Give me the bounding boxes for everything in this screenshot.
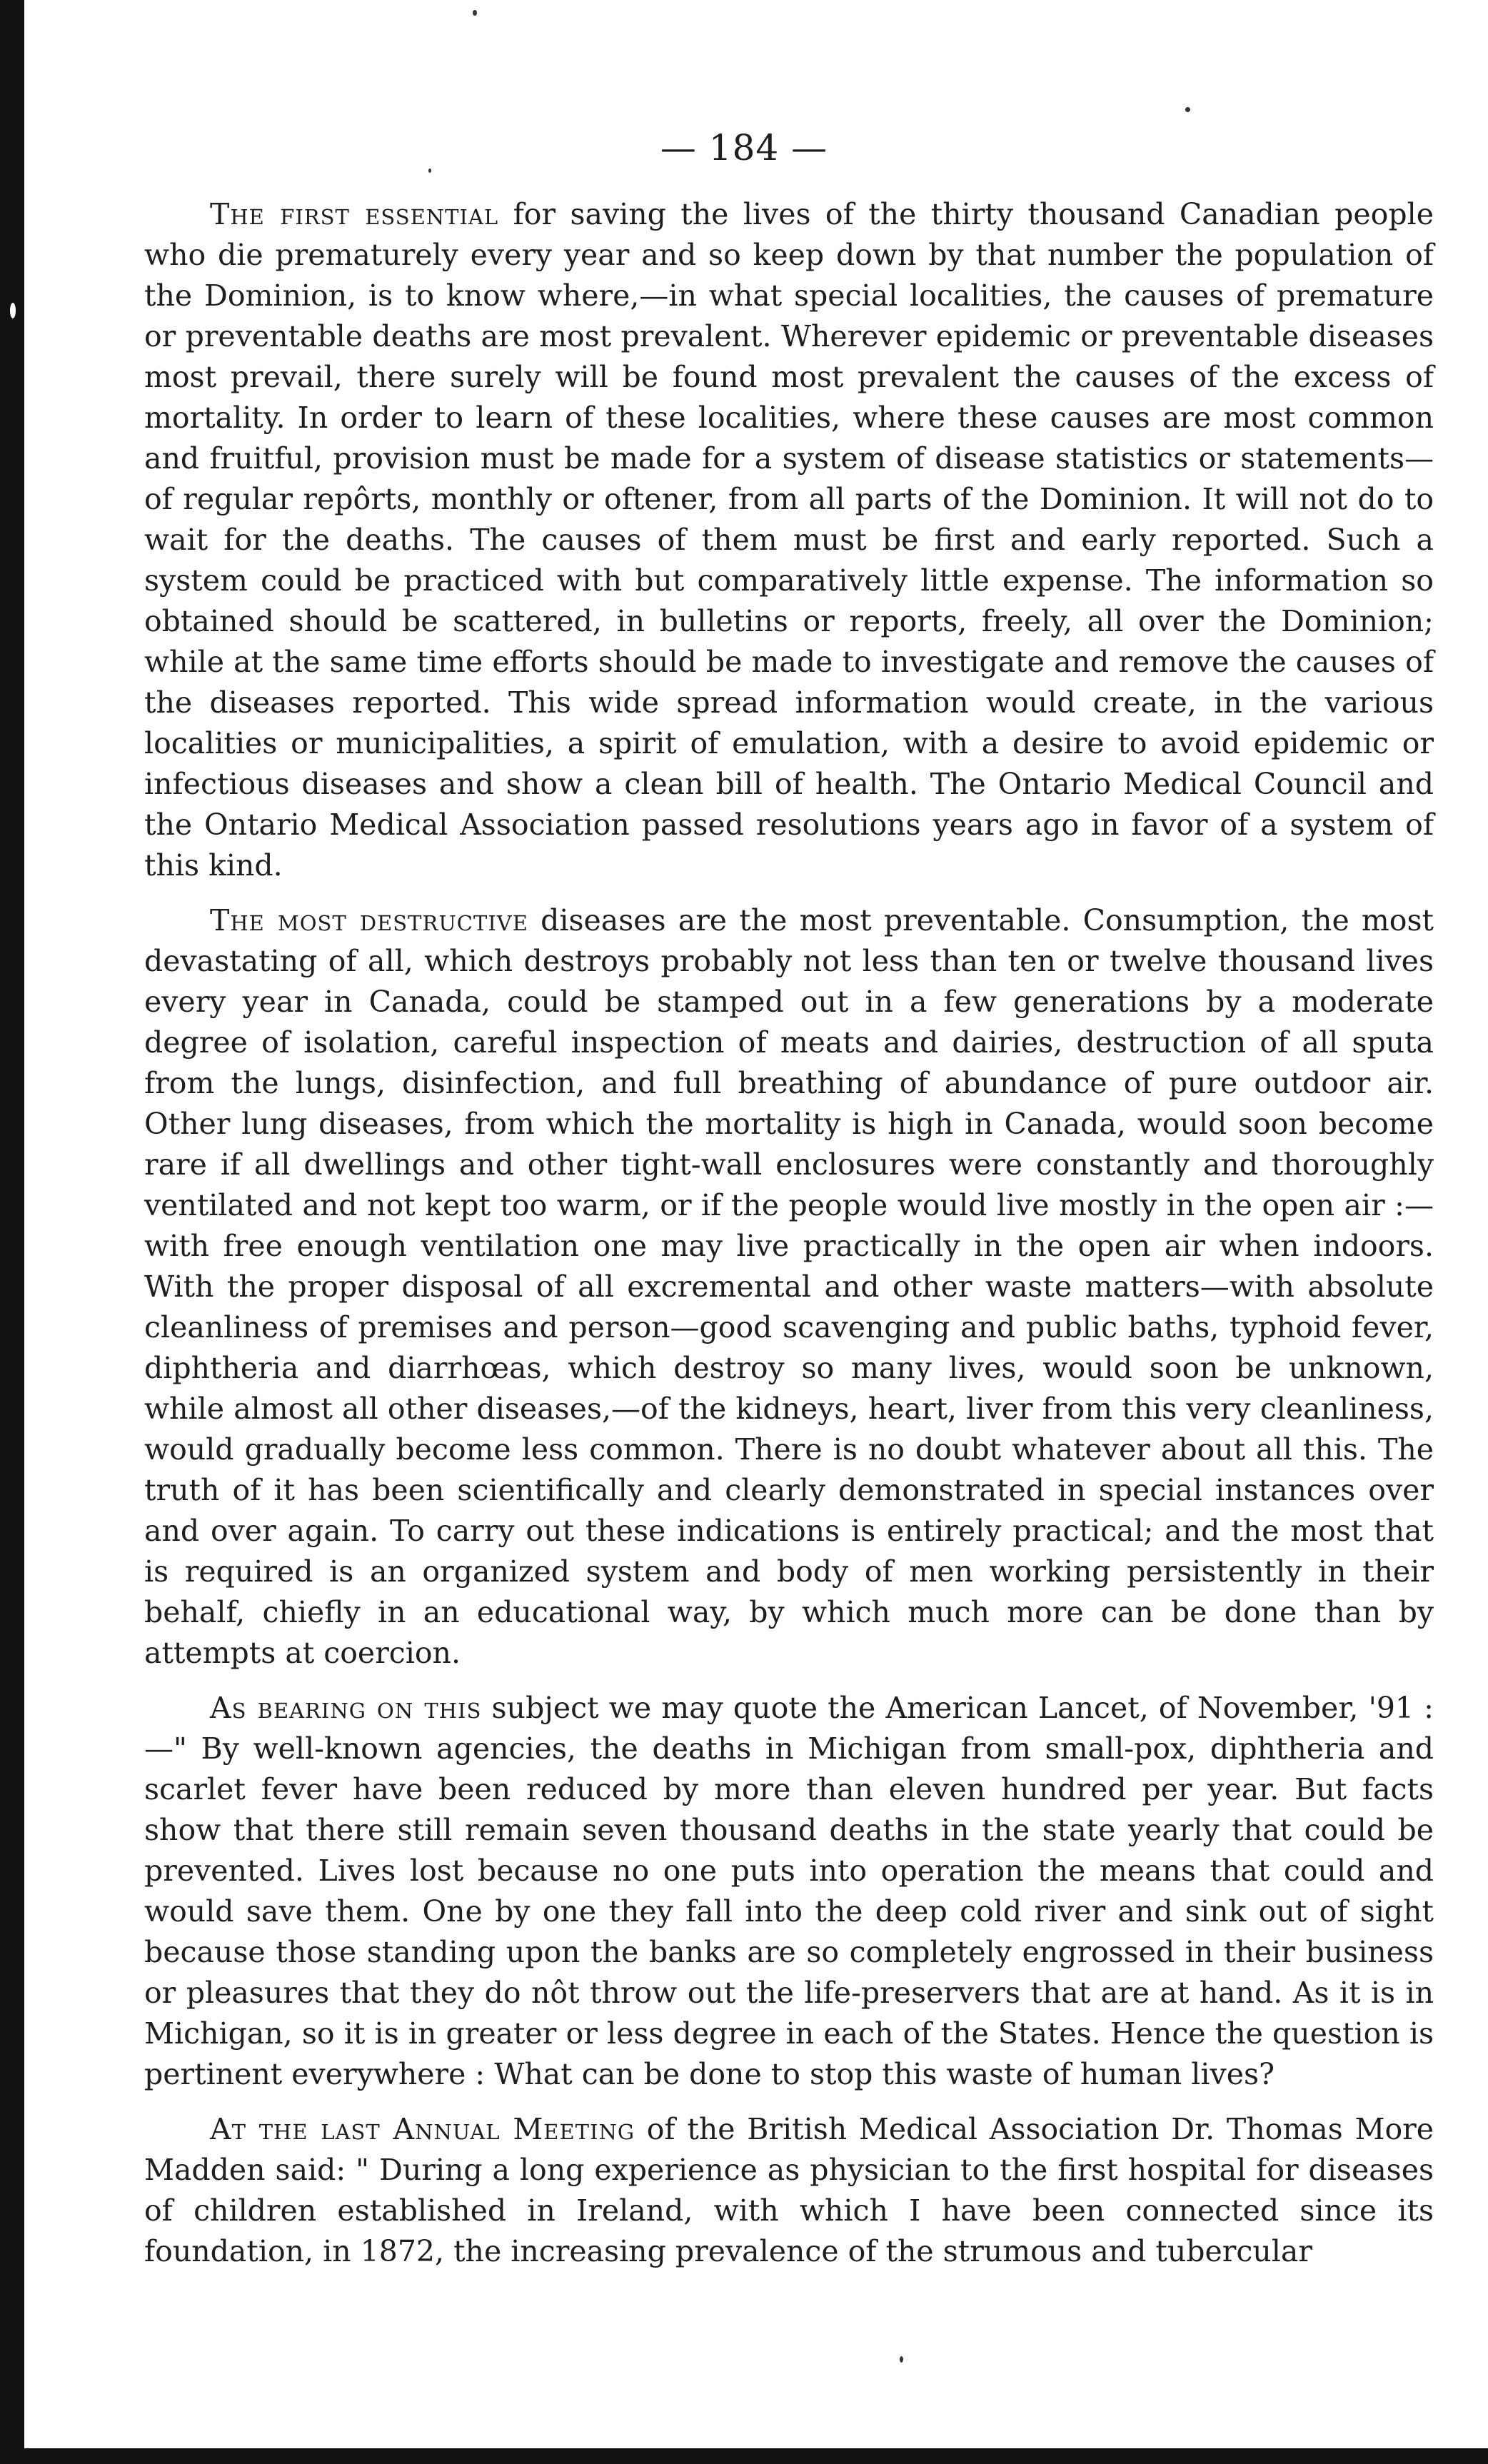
paragraph-lead-in: The first essential <box>210 197 499 231</box>
body-text <box>144 194 1434 2286</box>
paragraph-text: for saving the lives of the thirty thousand Canadian people who die prematurely every year and so keep down by that number the population of the Dominion, is to know where,—in what special localities, the causes of premature or preventable deaths are most prevalent. Wherever epidemic or preventable diseases most prevail, there surely will be found most prevalent the causes of the excess of mortality. In order to learn of these localities, where these causes are most common and fruitful, provision must be made for a system of disease statistics or statements—of regular repôrts, monthly or oftener, from all parts of the Dominion. It will not do to wait for the deaths. The causes of them must be first and early reported. Such a system could be practiced with but comparatively little expense. The information so obtained should be scattered, in bulletins or reports, freely, all over the Dominion; while at the same time efforts should be made to investigate and remove the causes of the diseases reported. This wide spread information would create, in the various localities or municipalities, a spirit of emulation, with a desire to avoid epidemic or infectious diseases and show a clean bill of health. The Ontario Medical Council and the Ontario Medical Association passed resolutions years ago in favor of a system of this kind. <box>144 197 1434 882</box>
page-number-value: 184 <box>708 127 780 169</box>
scan-speck <box>428 169 431 173</box>
paragraph-lead-in: At the last Annual Meeting <box>210 2112 635 2146</box>
page-number: — 184 — <box>660 127 828 169</box>
paragraph-as-bearing <box>144 1688 1434 2095</box>
paragraph-text: of the British Medical Association Dr. Thomas More Madden said: " During a long experience as physician to the first hospital for diseases of children established in Ireland, with which I have been connected since its foundation, in 1872, the increasing prevalence of the strumous and tubercular <box>144 2112 1434 2268</box>
paragraph-text: subject we may quote the American Lancet, of November, '91 :—" By well-known agencies, the deaths in Michigan from small-pox, diphtheria and scarlet fever have been reduced by more than eleven hundred per year. But facts show that there still remain seven thousand deaths in the state yearly that could be prevented. Lives lost because no one puts into operation the means that could and would save them. One by one they fall into the deep cold river and sink out of sight because those standing upon the banks are so completely engrossed in their business or pleasures that they do nôt throw out the life-preservers that are at hand. As it is in Michigan, so it is in greater or less degree in each of the States. Hence the question is pertinent everywhere : What can be done to stop this waste of human lives? <box>144 1691 1434 2091</box>
scan-edge-bottom <box>0 2448 1488 2464</box>
paragraph-lead-in: The most destructive <box>210 903 528 937</box>
scan-speck <box>1185 107 1190 112</box>
paragraph-first-essential <box>144 194 1434 886</box>
scan-speck <box>10 303 16 318</box>
scan-speck <box>473 10 477 16</box>
paragraph-lead-in: As bearing on this <box>210 1691 482 1725</box>
paragraph-most-destructive <box>144 900 1434 1674</box>
scan-speck <box>900 2356 903 2363</box>
paragraph-text: diseases are the most preventable. Consumption, the most devastating of all, which destroys probably not less than ten or twelve thousand lives every year in Canada, could be stamped out in a few generations by a moderate degree of isolation, careful inspection of meats and dairies, destruction of all sputa from the lungs, disinfection, and full breathing of abundance of pure outdoor air. Other lung diseases, from which the mortality is high in Canada, would soon become rare if all dwellings and other tight-wall enclosures were constantly and thoroughly ventilated and not kept too warm, or if the people would live mostly in the open air :—with free enough ventilation one may live practically in the open air when indoors. With the proper disposal of all excremental and other waste matters—with absolute cleanliness of premises and person—good scavenging and public baths, typhoid fever, diphtheria and diarrhœas, which destroy so many lives, would soon be unknown, while almost all other diseases,—of the kidneys, heart, liver from this very cleanliness, would gradually become less common. There is no doubt whatever about all this. The truth of it has been scientifically and clearly demonstrated in special instances over and over again. To carry out these indications is entirely practical; and the most that is required is an organized system and body of men working persistently in their behalf, chiefly in an educational way, by which much more can be done than by attempts at coercion. <box>144 903 1434 1670</box>
paragraph-annual-meeting <box>144 2109 1434 2272</box>
scan-edge-left <box>0 0 24 2449</box>
